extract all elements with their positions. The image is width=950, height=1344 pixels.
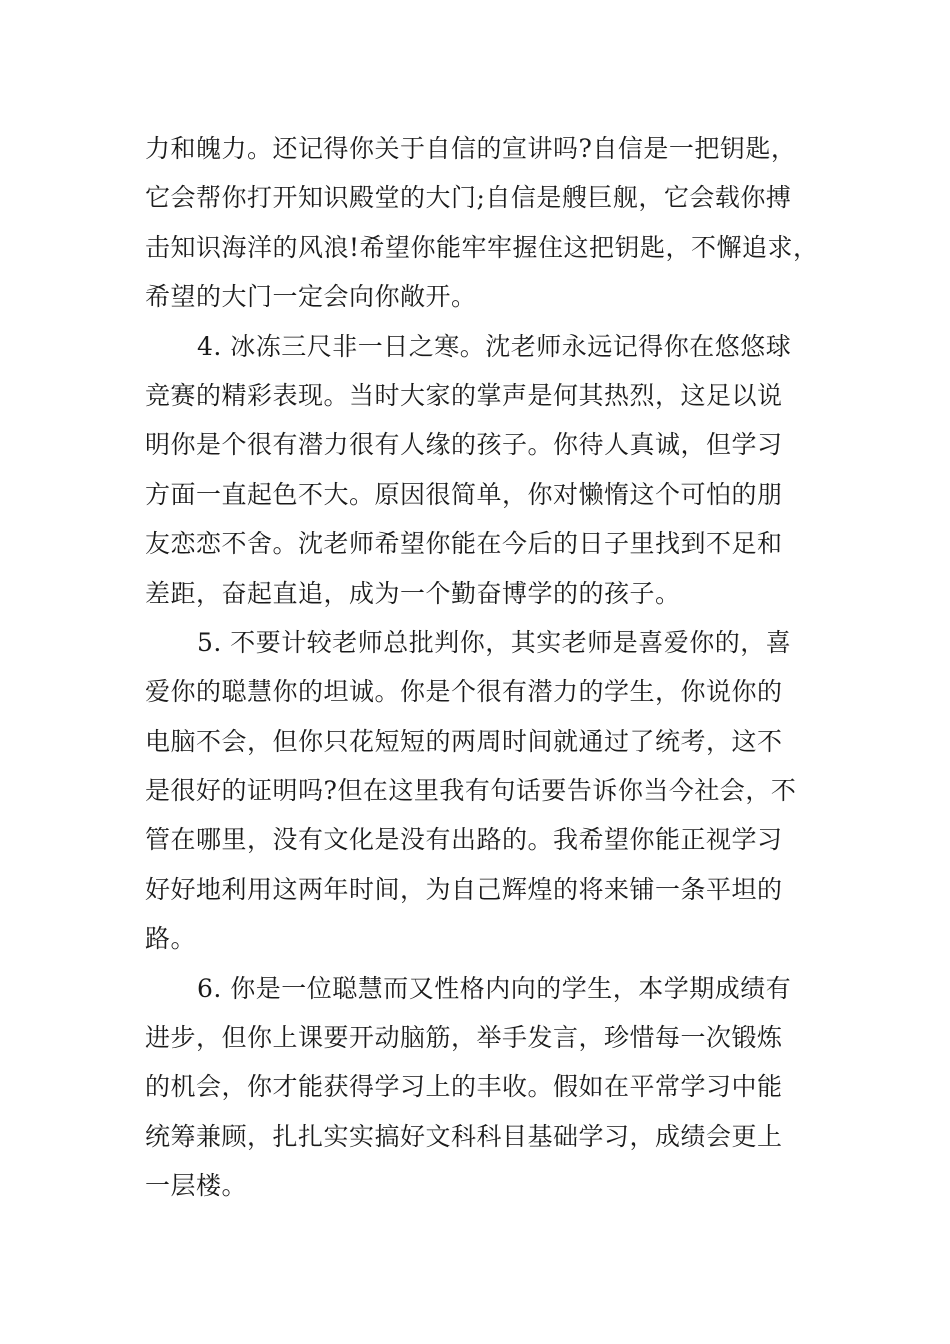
text-line: 是很好的证明吗?但在这里我有句话要告诉你当今社会，不 [145,776,797,806]
paragraph-6-start: 6. 你是一位聪慧而又性格内向的学生，本学期成绩有 [197,973,792,1003]
text-line: 力和魄力。还记得你关于自信的宣讲吗?自信是一把钥匙， [145,134,797,163]
text-line: 一层楼。 [145,1171,248,1201]
paragraph-5-start: 5. 不要计较老师总批判你，其实老师是喜爱你的，喜 [197,627,792,657]
text-line: 好好地利用这两年时间，为自己辉煌的将来铺一条平坦的 [145,874,783,904]
document-body [145,124,825,1211]
text-line: 差距，奋起直追，成为一个勤奋博学的的孩子。 [145,578,681,608]
text-line: 的机会，你才能获得学习上的丰收。假如在平常学习中能 [145,1072,783,1102]
text-line: 进步，但你上课要开动脑筋，举手发言，珍惜每一次锻炼 [145,1023,783,1053]
paragraph-4-start: 4. 冰冻三尺非一日之寒。沈老师永远记得你在悠悠球 [197,331,792,361]
text-line: 它会帮你打开知识殿堂的大门;自信是艘巨舰，它会载你搏 [145,183,792,213]
text-line: 电脑不会，但你只花短短的两周时间就通过了统考，这不 [145,726,783,756]
text-line: 竞赛的精彩表现。当时大家的掌声是何其热烈，这足以说 [145,380,783,410]
text-line: 统筹兼顾，扎扎实实搞好文科科目基础学习，成绩会更上 [145,1121,783,1151]
text-line: 管在哪里，没有文化是没有出路的。我希望你能正视学习 [145,825,783,855]
text-line: 路。 [145,924,197,954]
text-line: 爱你的聪慧你的坦诚。你是个很有潜力的学生，你说你的 [145,677,783,707]
text-line: 击知识海洋的风浪!希望你能牢牢握住这把钥匙，不懈追求， [145,232,819,262]
text-line: 方面一直起色不大。原因很简单，你对懒惰这个可怕的朋 [145,479,783,509]
text-line: 希望的大门一定会向你敞开。 [145,282,477,312]
text-line: 明你是个很有潜力很有人缘的孩子。你待人真诚，但学习 [145,430,783,460]
text-line: 友恋恋不舍。沈老师希望你能在今后的日子里找到不足和 [145,529,783,559]
